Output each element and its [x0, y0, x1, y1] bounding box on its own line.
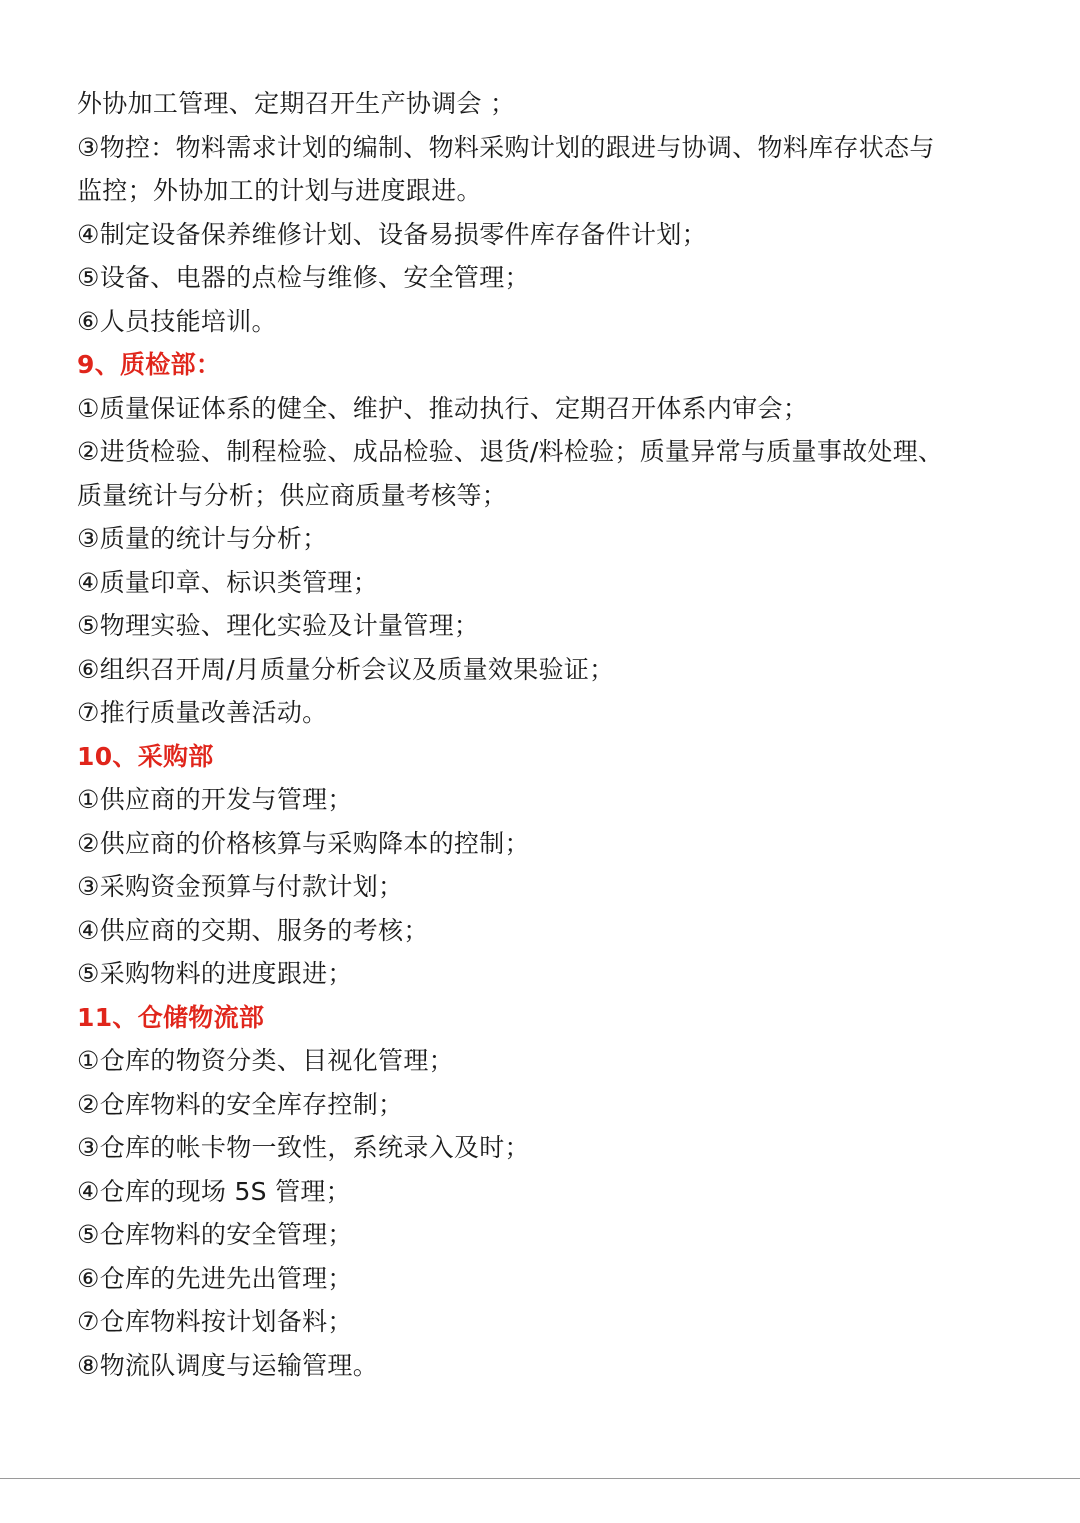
body-line: ③采购资金预算与付款计划； [77, 872, 404, 901]
body-line: ⑧物流队调度与运输管理。 [77, 1350, 379, 1380]
body-line: ⑦推行质量改善活动。 [77, 698, 328, 727]
body-line: ①仓库的物资分类、目视化管理； [77, 1046, 454, 1075]
document-body [77, 82, 1017, 1387]
body-line: ③物控：物料需求计划的编制、物料采购计划的跟进与协调、物料库存状态与 [77, 132, 935, 162]
body-line: ⑥仓库的先进先出管理； [77, 1263, 353, 1293]
body-line: ④供应商的交期、服务的考核； [77, 915, 429, 945]
body-line: ④质量印章、标识类管理； [77, 567, 379, 597]
body-line: ⑥组织召开周/月质量分析会议及质量效果验证； [77, 654, 615, 684]
body-line: ③仓库的帐卡物一致性，系统录入及时； [77, 1133, 530, 1162]
body-line: 外协加工管理、定期召开生产协调会 ； [77, 89, 516, 118]
body-line: ⑤物理实验、理化实验及计量管理； [77, 611, 480, 640]
body-line: ⑤设备、电器的点检与维修、安全管理； [77, 263, 530, 292]
section-heading-warehouse-logistics: 11、仓储物流部 [77, 1002, 265, 1032]
body-line: ②供应商的价格核算与采购降本的控制； [77, 828, 530, 858]
body-line: ⑤采购物料的进度跟进； [77, 959, 353, 988]
body-line: ①质量保证体系的健全、维护、推动执行、定期召开体系内审会； [77, 393, 809, 423]
body-line: ⑥人员技能培训。 [77, 306, 277, 336]
body-line: ④制定设备保养维修计划、设备易损零件库存备件计划； [77, 219, 707, 249]
page-bottom-divider [0, 1478, 1080, 1479]
body-line: ⑤仓库物料的安全管理； [77, 1220, 353, 1249]
section-heading-purchasing: 10、采购部 [77, 741, 214, 771]
body-line: ②进货检验、制程检验、成品检验、退货/料检验；质量异常与质量事故处理、 [77, 437, 944, 466]
body-line: ③质量的统计与分析； [77, 524, 328, 553]
body-line: 质量统计与分析；供应商质量考核等； [77, 480, 508, 510]
body-line: ④仓库的现场 5S 管理； [77, 1176, 351, 1206]
section-heading-quality: 9、质检部： [77, 350, 222, 379]
body-line: ②仓库物料的安全库存控制； [77, 1089, 404, 1119]
body-line: ⑦仓库物料按计划备料； [77, 1307, 353, 1336]
body-line: ①供应商的开发与管理； [77, 785, 353, 814]
body-line: 监控；外协加工的计划与进度跟进。 [77, 176, 482, 205]
